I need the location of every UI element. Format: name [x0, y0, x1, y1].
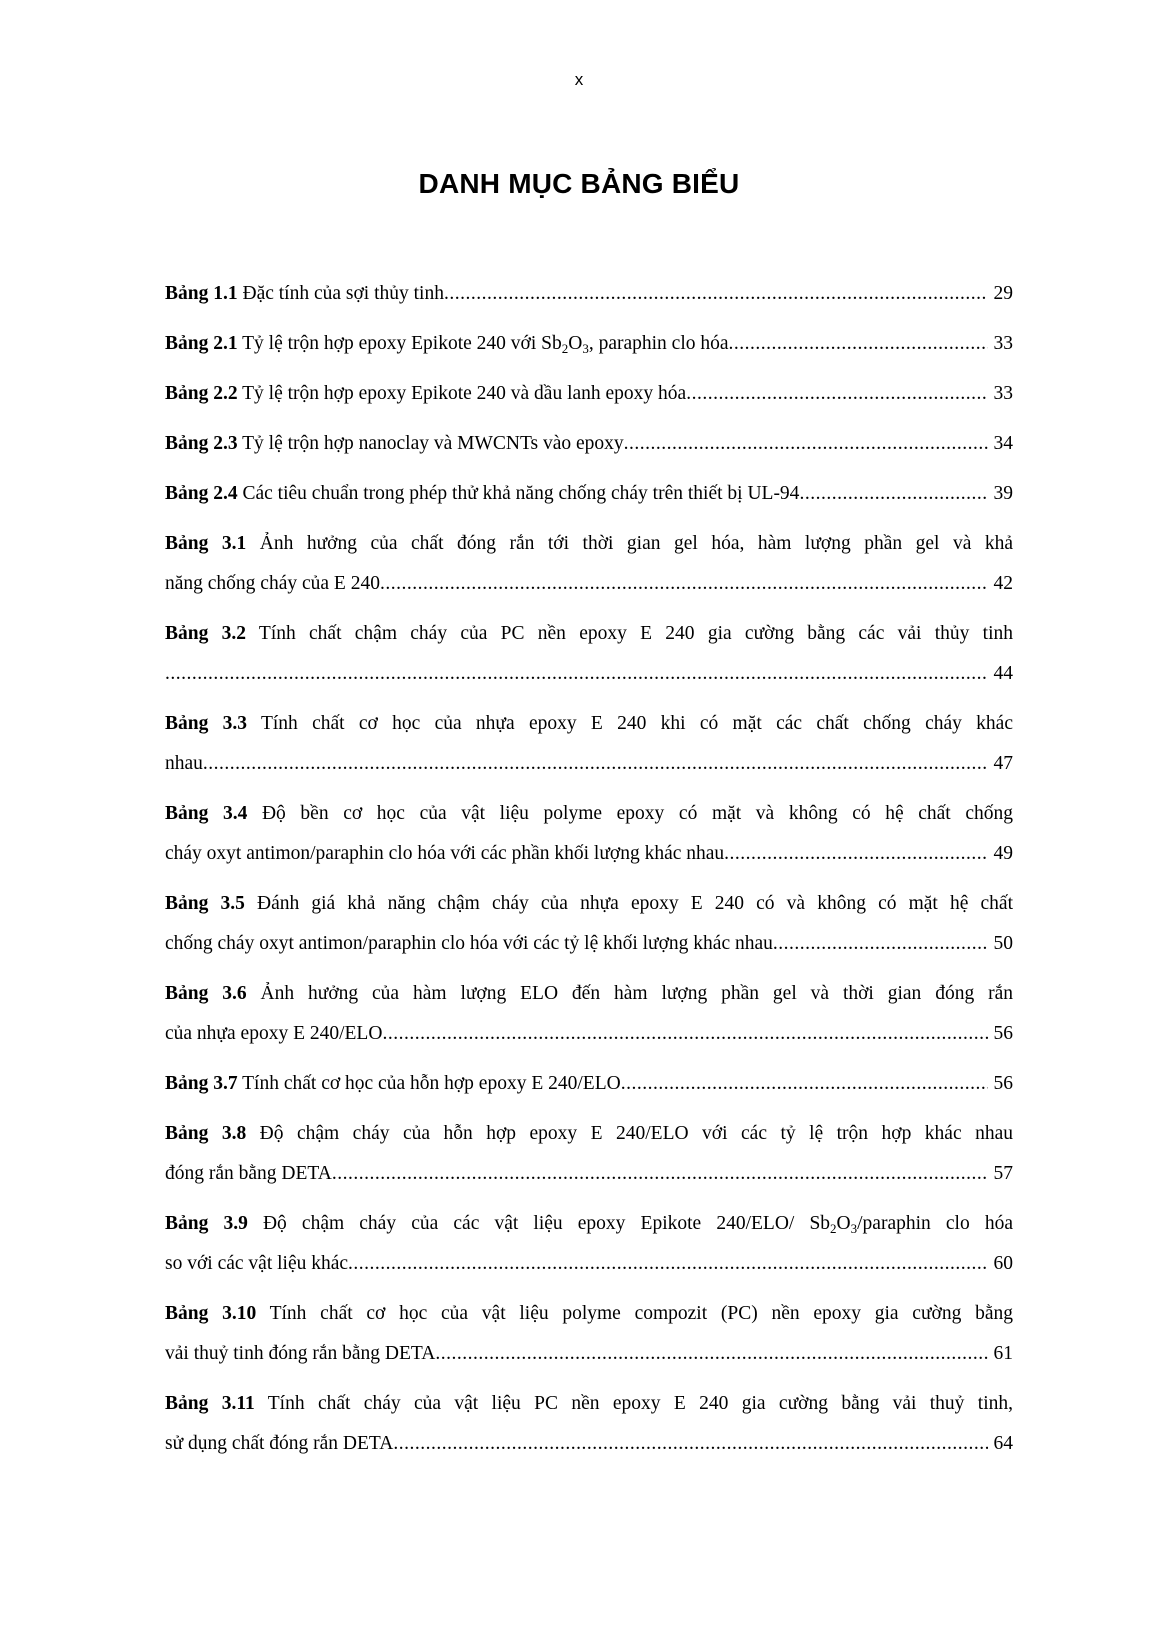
entry-title: Tỷ lệ trộn hợp epoxy Epikote 240 và dầu lanh epoxy hóa — [237, 383, 687, 404]
entry-label: Bảng 3.1 — [165, 533, 247, 554]
entry-title-cont: đóng rắn bằng DETA — [165, 1163, 332, 1184]
subscript: 2 — [561, 341, 569, 356]
entry-title: Tỷ lệ trộn hợp nanoclay và MWCNTs vào epoxy — [237, 433, 624, 454]
entry-label: Bảng 3.6 — [165, 983, 247, 1004]
dot-leader — [621, 1064, 988, 1104]
dot-leader — [203, 744, 988, 784]
entry-title-part: O — [836, 1213, 851, 1234]
dot-leader — [686, 374, 987, 414]
entry-page: 47 — [993, 753, 1013, 774]
entry-title-cont: vải thuỷ tinh đóng rắn bằng DETA — [165, 1343, 436, 1364]
toc-entry[interactable] — [165, 704, 1013, 784]
entry-page: 39 — [993, 483, 1013, 504]
entry-page: 33 — [993, 333, 1013, 354]
entry-title: Độ bền cơ học của vật liệu polyme epoxy có mặt và không có hệ chất chống — [247, 803, 1013, 824]
toc-entry[interactable] — [165, 1204, 1013, 1284]
entry-label: Bảng 3.9 — [165, 1213, 248, 1234]
dot-leader — [624, 424, 988, 464]
entry-title-cont: so với các vật liệu khác — [165, 1253, 349, 1274]
entry-page: 56 — [993, 1023, 1013, 1044]
entry-title-cont: cháy oxyt antimon/paraphin clo hóa với các phần khối lượng khác nhau — [165, 843, 725, 864]
toc-entry[interactable] — [165, 474, 1013, 514]
dot-leader — [165, 654, 988, 694]
entry-label: Bảng 2.3 — [165, 433, 238, 454]
toc-entry[interactable] — [165, 424, 1013, 464]
toc-entry[interactable] — [165, 794, 1013, 874]
toc-entry[interactable] — [165, 324, 1013, 364]
entry-page: 61 — [993, 1343, 1013, 1364]
toc-entry[interactable] — [165, 524, 1013, 604]
entry-page: 34 — [993, 433, 1013, 454]
entry-label: Bảng 3.5 — [165, 893, 245, 914]
subscript: 2 — [830, 1221, 837, 1236]
dot-leader — [799, 474, 987, 514]
entry-title-cont: chống cháy oxyt antimon/paraphin clo hóa với các tỷ lệ khối lượng khác nhau — [165, 933, 773, 954]
entry-label: Bảng 2.1 — [165, 333, 238, 354]
entry-title: Đặc tính của sợi thủy tinh — [237, 283, 444, 304]
toc-entry[interactable] — [165, 884, 1013, 964]
entry-page: 49 — [993, 843, 1013, 864]
entry-title-part: , paraphin clo hóa — [588, 333, 729, 354]
toc-entry[interactable] — [165, 614, 1013, 694]
entry-title-cont: nhau — [165, 753, 203, 774]
entry-page: 64 — [993, 1433, 1013, 1454]
entry-title: Tính chất chậm cháy của PC nền epoxy E 240 gia cường bằng các vải thủy tinh — [246, 623, 1013, 644]
entry-label: Bảng 1.1 — [165, 283, 238, 304]
entry-title-cont: năng chống cháy của E 240 — [165, 573, 380, 594]
subscript: 3 — [582, 341, 589, 356]
entry-label: Bảng 3.11 — [165, 1393, 255, 1414]
dot-leader — [435, 1334, 987, 1374]
table-list — [165, 274, 1013, 1474]
toc-entry[interactable] — [165, 374, 1013, 414]
entry-page: 42 — [993, 573, 1013, 594]
subscript: 3 — [850, 1221, 858, 1236]
entry-label: Bảng 2.2 — [165, 383, 238, 404]
entry-title-cont: sử dụng chất đóng rắn DETA — [165, 1433, 394, 1454]
entry-page: 33 — [993, 383, 1013, 404]
dot-leader — [729, 324, 988, 364]
entry-title: Ảnh hưởng của hàm lượng ELO đến hàm lượng phần gel và thời gian đóng rắn — [246, 983, 1013, 1004]
toc-entry[interactable] — [165, 1294, 1013, 1374]
entry-title: Tỷ lệ trộn hợp epoxy Epikote 240 với Sb — [237, 333, 562, 354]
entry-page: 29 — [993, 283, 1013, 304]
page-number: x — [574, 70, 584, 89]
toc-entry[interactable] — [165, 274, 1013, 314]
entry-page: 50 — [993, 933, 1013, 954]
entry-page: 44 — [993, 663, 1013, 684]
entry-title: Tính chất cháy của vật liệu PC nền epoxy E 240 gia cường bằng vải thuỷ tinh, — [254, 1393, 1013, 1414]
entry-title: Tính chất cơ học của vật liệu polyme compozit (PC) nền epoxy gia cường bằng — [256, 1303, 1013, 1324]
entry-title-part: O — [568, 333, 583, 354]
entry-title: Đánh giá khả năng chậm cháy của nhựa epoxy E 240 có và không có mặt hệ chất — [244, 893, 1013, 914]
entry-label: Bảng 3.10 — [165, 1303, 257, 1324]
entry-page: 56 — [993, 1073, 1013, 1094]
entry-label: Bảng 3.8 — [165, 1123, 247, 1144]
entry-title: Tính chất cơ học của hỗn hợp epoxy E 240/ELO — [237, 1073, 621, 1094]
entry-label: Bảng 2.4 — [165, 483, 238, 504]
entry-label: Bảng 3.3 — [165, 713, 248, 734]
entry-label: Bảng 3.2 — [165, 623, 246, 644]
entry-title-part: /paraphin clo hóa — [857, 1213, 1013, 1234]
dot-leader — [380, 564, 988, 604]
entry-title: Tính chất cơ học của nhựa epoxy E 240 khi có mặt các chất chống cháy khác — [247, 713, 1013, 734]
toc-entry[interactable] — [165, 1114, 1013, 1194]
entry-title: Độ chậm cháy của hỗn hợp epoxy E 240/ELO với các tỷ lệ trộn hợp khác nhau — [246, 1123, 1013, 1144]
dot-leader — [724, 834, 987, 874]
entry-page: 60 — [993, 1253, 1013, 1274]
entry-title-cont: của nhựa epoxy E 240/ELO — [165, 1023, 383, 1044]
dot-leader — [348, 1244, 987, 1284]
dot-leader — [332, 1154, 988, 1194]
dot-leader — [382, 1014, 987, 1054]
page-title: DANH MỤC BẢNG BIỂU — [418, 168, 740, 199]
entry-label: Bảng 3.4 — [165, 803, 248, 824]
toc-entry[interactable] — [165, 974, 1013, 1054]
entry-title: Các tiêu chuẩn trong phép thử khả năng chống cháy trên thiết bị UL-94 — [237, 483, 800, 504]
toc-entry[interactable] — [165, 1384, 1013, 1464]
entry-title: Độ chậm cháy của các vật liệu epoxy Epikote 240/ELO/ Sb — [247, 1213, 831, 1234]
entry-title: Ảnh hưởng của chất đóng rắn tới thời gian gel hóa, hàm lượng phần gel và khả — [246, 533, 1013, 554]
entry-label: Bảng 3.7 — [165, 1073, 238, 1094]
dot-leader — [773, 924, 988, 964]
dot-leader — [444, 274, 988, 314]
toc-entry[interactable] — [165, 1064, 1013, 1104]
entry-page: 57 — [993, 1163, 1013, 1184]
dot-leader — [393, 1424, 987, 1464]
